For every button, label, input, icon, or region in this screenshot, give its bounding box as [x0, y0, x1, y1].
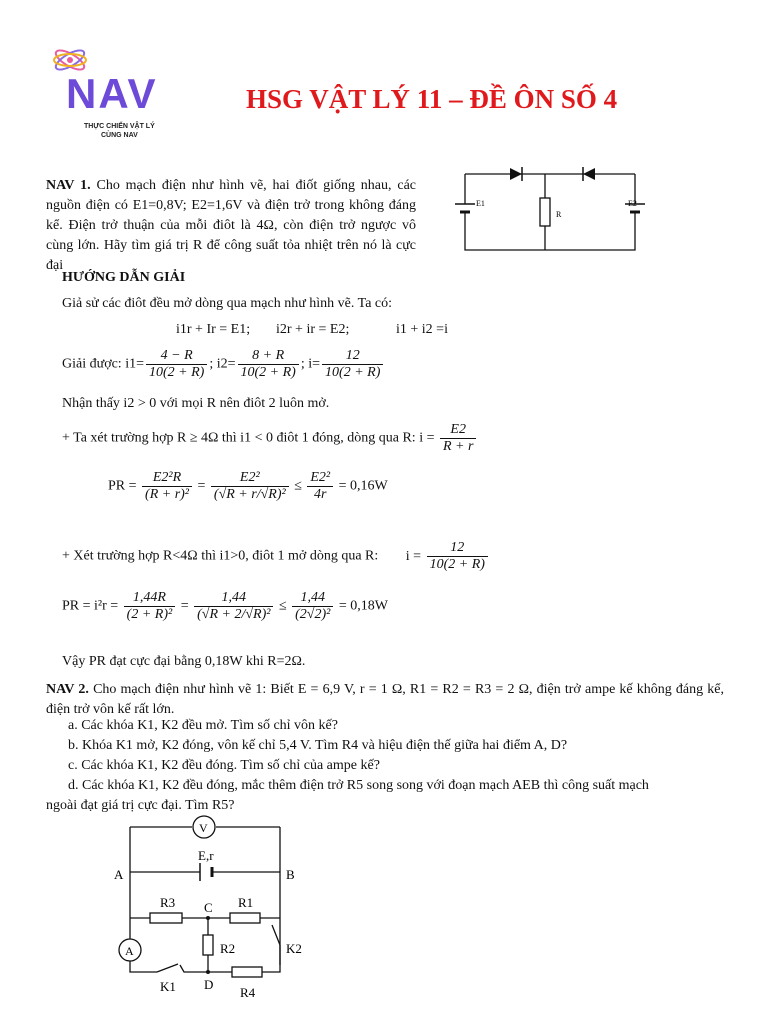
battery-e1: [455, 204, 475, 220]
power-formula-1: PR = $\frac{\text{E2²R}}{\text{(R + r)²}}$ = $\frac{\text{E2²}}{\text{(√R + r/√R)²}}$ ≤ $\frac{\text{E2²}}{4r}$ = 0,16W: [108, 470, 388, 502]
diode-2: [583, 168, 595, 180]
pr1-frac-3: [307, 470, 333, 503]
case-1-text: + Ta xét trường hợp R ≥ 4Ω thì i1 < 0 điôt 1 đóng, dòng qua R: i =: [62, 430, 435, 446]
logo-brand: NAV: [66, 70, 158, 117]
case-2-den: 10(2 + R): [429, 557, 485, 572]
pr1-f2-num: E2²: [211, 470, 289, 487]
resistor-r3: [150, 913, 182, 923]
pr2-frac-2: [194, 590, 273, 623]
question-c: c. Các khóa K1, K2 đều đóng. Tìm số chỉ của ampe kế?: [68, 758, 380, 773]
i1-label: i1=: [125, 356, 144, 372]
case-1-den: R + r: [442, 439, 474, 454]
problem-2-statement: [46, 680, 724, 720]
problem-1-conclusion: Vậy PR đạt cực đại bằng 0,18W khi R=2Ω.: [62, 654, 306, 669]
label-b: B: [286, 867, 295, 882]
case-2-num: 12: [427, 540, 488, 557]
case-2-fraction: [427, 540, 488, 573]
label-er: E,r: [198, 848, 214, 863]
switch-k2: [272, 925, 280, 945]
i1-fraction: [146, 348, 207, 381]
i2-den: 10(2 + R): [240, 365, 296, 380]
case-1-num: E2: [440, 422, 476, 439]
logo-tagline-1: THỰC CHIẾN VẬT LÝ: [84, 123, 155, 130]
pr2-frac-1: [124, 590, 176, 623]
resistor-r1: [230, 913, 260, 923]
resistor-r4: [232, 967, 262, 977]
label-k2: K2: [286, 941, 302, 956]
circuit-diagram-1: [450, 162, 650, 262]
label-d: D: [204, 977, 214, 992]
label-r1: R1: [238, 895, 254, 910]
i1-num: 4 − R: [146, 348, 207, 365]
label-e1: E1: [476, 199, 485, 208]
circuit-diagram-2: [112, 815, 312, 1005]
pr2-f3-den: (2√2)²: [295, 607, 331, 622]
logo-tagline-2: CÙNG NAV: [100, 132, 138, 139]
i2-num: 8 + R: [238, 348, 299, 365]
pr2-f3-num: 1,44: [292, 590, 333, 607]
battery-er: [200, 863, 212, 881]
i-fraction: [322, 348, 383, 381]
pr1-frac-1: [142, 470, 192, 503]
resistor-r2: [203, 935, 213, 955]
pr1-label: PR =: [108, 478, 137, 494]
question-b: b. Khóa K1 mở, K2 đóng, vôn kế chỉ 5,4 V. Tìm R4 và hiệu điện thế giữa hai điểm A, D?: [68, 738, 568, 753]
case-2-i-label: i =: [405, 548, 422, 564]
problem-1-statement: [46, 176, 416, 276]
pr2-result: = 0,18W: [338, 598, 388, 614]
equation-1: i1r + Ir = E1;: [176, 322, 251, 337]
question-d-line-1: d. Các khóa K1, K2 đều đóng, mắc thêm điện trở R5 song song với đoạn mạch AEB thì công suất mạch: [68, 778, 649, 793]
case-1-fraction: [440, 422, 476, 455]
solution-step-1: Giả sử các điôt đều mở dòng qua mạch như hình vẽ. Ta có:: [62, 296, 393, 311]
pr1-f3-den: 4r: [314, 487, 327, 502]
equation-2: i2r + ir = E2;: [276, 322, 350, 337]
pr2-f1-num: 1,44R: [124, 590, 176, 607]
page-title: HSG VẬT LÝ 11 – ĐỀ ÔN SỐ 4: [246, 84, 618, 114]
problem-1-label: NAV 1.: [46, 178, 91, 193]
equation-3: i1 + i2 =i: [396, 322, 448, 337]
pr1-result: = 0,16W: [338, 478, 388, 494]
label-r3: R3: [160, 895, 176, 910]
label-a: A: [114, 867, 124, 882]
pr2-label: PR = i²r =: [62, 598, 119, 614]
case-2-text: + Xét trường hợp R<4Ω thì i1>0, điôt 1 mở dòng qua R:: [62, 548, 379, 564]
ammeter: [119, 939, 141, 961]
problem-2-text: Cho mạch điện như hình vẽ 1: Biết E = 6,9 V, r = 1 Ω, R1 = R2 = R3 = 2 Ω, điện trở ampe kế không đáng kể, điện trở vôn kế rất lớn.: [46, 682, 724, 717]
pr1-f3-num: E2²: [307, 470, 333, 487]
voltmeter-label: V: [199, 821, 208, 835]
i-label: i=: [308, 356, 321, 372]
i-den: 10(2 + R): [325, 365, 381, 380]
nav-logo: [44, 42, 174, 142]
label-r: R: [556, 210, 562, 219]
problem-2-label: NAV 2.: [46, 682, 89, 697]
label-r4: R4: [240, 985, 256, 1000]
solve-label: Giải được:: [62, 356, 122, 372]
label-c: C: [204, 900, 213, 915]
pr1-frac-2: [211, 470, 289, 503]
problem-1-text: Cho mạch điện như hình vẽ, hai điốt giống nhau, các nguồn điện có E1=0,8V; E2=1,6V và điện trở trong không đáng kể. Điện trở thuận của mỗi điôt là 4Ω, còn điện trở ngược vô cùng lớn. Hãy tìm giá trị R để công suất tỏa nhiệt trên nó là cực đại: [46, 178, 417, 273]
voltmeter: [193, 816, 215, 838]
power-formula-2: PR = i²r = $\frac{1,44R}{\text{(2 + R)²}}$ = $\frac{1,44}{\text{(√R + 2/√R)²}}$ ≤ $\frac{1,44}{\text{(2√2)²}}$ = 0,18W: [62, 590, 388, 622]
i2-fraction: [238, 348, 299, 381]
pr1-f1-den: (R + r)²: [145, 487, 189, 502]
solved-currents: Giải được: i1= $\frac{4 - R}{10(2 + R)}$ ; i2= $\frac{8 + R}{10(2 + R)}$ ; i= $\frac{12}{10(2 + R)}$: [62, 348, 385, 381]
label-e2: E2: [628, 199, 637, 208]
pr2-f2-den: (√R + 2/√R)²: [197, 607, 271, 622]
question-a: a. Các khóa K1, K2 đều mở. Tìm số chỉ vôn kế?: [68, 718, 338, 733]
ammeter-label: A: [125, 944, 134, 958]
solution-step-2: Nhận thấy i2 > 0 với mọi R nên điôt 2 luôn mở.: [62, 396, 330, 411]
guide-heading: HƯỚNG DẪN GIẢI: [62, 270, 186, 285]
i1-den: 10(2 + R): [149, 365, 205, 380]
resistor-r: [540, 198, 550, 226]
logo-tagline: [84, 122, 155, 140]
question-d-line-2: ngoài đạt giá trị cực đại. Tìm R5?: [46, 798, 235, 813]
pr2-frac-3: [292, 590, 333, 623]
pr1-f1-num: E2²R: [142, 470, 192, 487]
switch-k1: [157, 964, 178, 972]
case-1: [62, 422, 478, 455]
pr1-f2-den: (√R + r/√R)²: [213, 487, 286, 502]
i-num: 12: [322, 348, 383, 365]
case-2: [62, 540, 490, 573]
label-k1: K1: [160, 979, 176, 994]
pr2-f2-num: 1,44: [194, 590, 273, 607]
label-r2: R2: [220, 941, 236, 956]
pr2-f1-den: (2 + R)²: [126, 607, 173, 622]
i2-label: i2=: [216, 356, 236, 372]
diode-1: [510, 168, 522, 180]
